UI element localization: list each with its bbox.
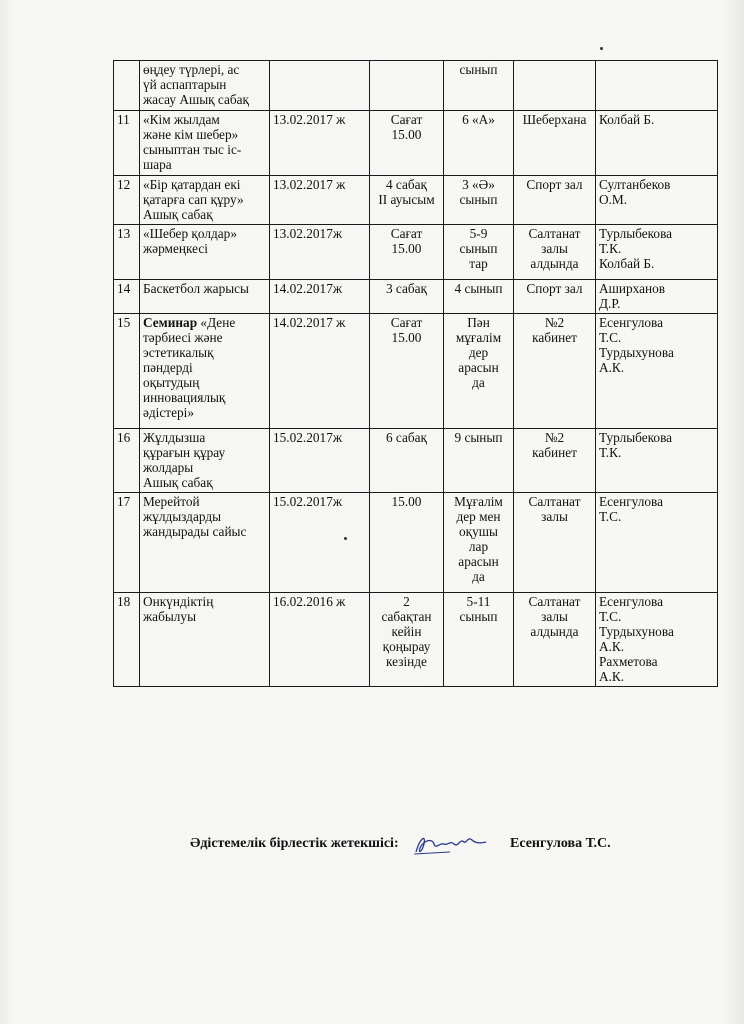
- cell-time: [370, 176, 444, 225]
- cell-time: [370, 111, 444, 176]
- cell-place-text: Салтанат залы: [528, 494, 581, 524]
- cell-place-text: №2 кабинет: [532, 430, 577, 460]
- cell-date-text: 14.02.2017 ж: [273, 315, 346, 330]
- cell-event-text: өңдеу түрлері, ас үй аспаптарын жасау Ашық сабақ: [143, 62, 250, 107]
- cell-date: [270, 61, 370, 111]
- cell-responsible: [596, 593, 718, 687]
- footer-name: Есенгулова Т.С.: [510, 836, 611, 851]
- handwritten-signature: [410, 830, 490, 860]
- cell-time: [370, 314, 444, 429]
- cell-event-text: «Шебер қолдар» жәрмеңкесі: [143, 226, 237, 256]
- table-row: [114, 176, 718, 225]
- cell-number: [114, 429, 140, 493]
- cell-time-text: 3 сабақ: [385, 281, 428, 296]
- cell-responsible: [596, 61, 718, 111]
- cell-class-text: 6 «А»: [462, 112, 495, 127]
- cell-class: [444, 493, 514, 593]
- cell-time-text: Сағат 15.00: [390, 315, 423, 345]
- cell-number: [114, 314, 140, 429]
- cell-number-text: 12: [117, 177, 131, 192]
- cell-number-text: 13: [117, 226, 131, 241]
- cell-date: [270, 493, 370, 593]
- cell-place: [514, 593, 596, 687]
- cell-responsible: [596, 493, 718, 593]
- cell-date-text: 13.02.2017 ж: [273, 112, 346, 127]
- cell-event-text: «Бір қатардан екі қатарға сап құру» Ашық сабақ: [143, 177, 244, 222]
- cell-number-text: 17: [117, 494, 131, 509]
- table-row: [114, 111, 718, 176]
- cell-responsible: [596, 280, 718, 314]
- cell-time-text: 4 сабақ ІІ ауысым: [378, 177, 435, 207]
- cell-responsible: [596, 176, 718, 225]
- event-type-bold: Семинар: [143, 315, 198, 330]
- cell-responsible-text: Турлыбекова Т.К.: [599, 430, 673, 460]
- cell-number: [114, 493, 140, 593]
- cell-class: [444, 280, 514, 314]
- cell-date-text: 14.02.2017ж: [273, 281, 343, 296]
- cell-place: [514, 61, 596, 111]
- cell-date-text: 15.02.2017ж: [273, 494, 343, 509]
- cell-class-text: 5-11 сынып: [459, 594, 498, 624]
- cell-number: [114, 225, 140, 280]
- cell-class-text: 3 «Ә» сынып: [459, 177, 498, 207]
- cell-event: [140, 429, 270, 493]
- cell-class-text: сынып: [459, 62, 498, 77]
- cell-event: [140, 111, 270, 176]
- table-row: [114, 280, 718, 314]
- cell-event: [140, 314, 270, 429]
- cell-event-text: «Дене тәрбиесі және эстетикалық пәндерді оқытудың инновациялық әдістері»: [143, 315, 236, 420]
- cell-date: [270, 225, 370, 280]
- cell-time: [370, 61, 444, 111]
- cell-responsible-text: Аширханов Д.Р.: [599, 281, 666, 311]
- cell-time-text: 6 сабақ: [385, 430, 428, 445]
- cell-place: [514, 280, 596, 314]
- cell-class-text: 5-9 сынып тар: [459, 226, 498, 271]
- cell-number: [114, 280, 140, 314]
- cell-responsible: [596, 429, 718, 493]
- scan-speck: [600, 47, 603, 50]
- cell-date-text: 15.02.2017ж: [273, 430, 343, 445]
- cell-number-text: 11: [117, 112, 130, 127]
- cell-class: [444, 61, 514, 111]
- cell-number-text: 15: [117, 315, 131, 330]
- cell-place-text: №2 кабинет: [532, 315, 577, 345]
- cell-class: [444, 429, 514, 493]
- cell-responsible-text: Колбай Б.: [599, 112, 655, 127]
- cell-responsible: [596, 225, 718, 280]
- cell-number: [114, 111, 140, 176]
- cell-date: [270, 280, 370, 314]
- cell-time-text: 15.00: [391, 494, 422, 509]
- cell-class: [444, 176, 514, 225]
- cell-class: [444, 314, 514, 429]
- cell-class: [444, 593, 514, 687]
- cell-date-text: 13.02.2017 ж: [273, 177, 346, 192]
- cell-number: [114, 593, 140, 687]
- cell-date: [270, 111, 370, 176]
- cell-time: [370, 225, 444, 280]
- cell-event-text: Баскетбол жарысы: [143, 281, 249, 296]
- table-row: [114, 314, 718, 429]
- cell-place: [514, 225, 596, 280]
- cell-place-text: Салтанат залы алдында: [528, 594, 581, 639]
- cell-place-text: Салтанат залы алдында: [528, 226, 581, 271]
- cell-date: [270, 176, 370, 225]
- table-row: [114, 61, 718, 111]
- cell-place: [514, 111, 596, 176]
- cell-class: [444, 111, 514, 176]
- cell-event-text: Онкүндіктің жабылуы: [143, 594, 214, 624]
- table-row: [114, 225, 718, 280]
- table-row: [114, 429, 718, 493]
- cell-responsible-text: Есенгулова Т.С. Турдыхунова А.К.: [599, 315, 674, 375]
- cell-place-text: Спорт зал: [526, 281, 583, 296]
- cell-event: [140, 225, 270, 280]
- cell-time: [370, 593, 444, 687]
- cell-place: [514, 493, 596, 593]
- cell-event: [140, 280, 270, 314]
- cell-place-text: Шеберхана: [522, 112, 587, 127]
- cell-date: [270, 593, 370, 687]
- cell-event: [140, 176, 270, 225]
- cell-class: [444, 225, 514, 280]
- cell-time-text: Сағат 15.00: [390, 226, 423, 256]
- cell-responsible-text: Есенгулова Т.С.: [599, 494, 664, 524]
- footer-label: Әдістемелік бірлестік жетекшісі:: [190, 836, 399, 851]
- cell-event-text: Жұлдызша құрағын құрау жолдары Ашық сабақ: [143, 430, 226, 490]
- cell-class-text: 4 сынып: [454, 281, 503, 296]
- cell-class-text: Пән мұғалім дер арасын да: [455, 315, 502, 390]
- cell-event: [140, 593, 270, 687]
- event-schedule-table: [113, 60, 718, 687]
- table-row: [114, 493, 718, 593]
- cell-time-text: Сағат 15.00: [390, 112, 423, 142]
- cell-number: [114, 61, 140, 111]
- cell-place: [514, 314, 596, 429]
- cell-number: [114, 176, 140, 225]
- cell-event: [140, 493, 270, 593]
- cell-number-text: 16: [117, 430, 131, 445]
- cell-date-text: 13.02.2017ж: [273, 226, 343, 241]
- cell-number-text: 14: [117, 281, 131, 296]
- cell-event: [140, 61, 270, 111]
- cell-place: [514, 429, 596, 493]
- table-row: [114, 593, 718, 687]
- cell-time: [370, 493, 444, 593]
- cell-class-text: Мұғалім дер мен оқушы лар арасын да: [454, 494, 503, 584]
- cell-responsible-text: Есенгулова Т.С. Турдыхунова А.К. Рахметова А.К.: [599, 594, 674, 684]
- table-body: [114, 61, 718, 687]
- cell-place-text: Спорт зал: [526, 177, 583, 192]
- cell-responsible: [596, 314, 718, 429]
- cell-date: [270, 429, 370, 493]
- scan-speck: [344, 537, 347, 540]
- cell-date: [270, 314, 370, 429]
- cell-event-text: «Кім жылдам және кім шебер» сыныптан тыс іс- шара: [143, 112, 242, 172]
- cell-responsible: [596, 111, 718, 176]
- cell-time: [370, 429, 444, 493]
- cell-number-text: 18: [117, 594, 131, 609]
- cell-time-text: 2 сабақтан кейін қоңырау кезінде: [381, 594, 432, 669]
- cell-time: [370, 280, 444, 314]
- cell-event-text: Мерейтой жұлдыздарды жандырады сайыс: [143, 494, 247, 539]
- cell-responsible-text: Турлыбекова Т.К. Колбай Б.: [599, 226, 673, 271]
- signature-block: [190, 830, 630, 862]
- cell-class-text: 9 сынып: [454, 430, 503, 445]
- cell-responsible-text: Султанбеков О.М.: [599, 177, 671, 207]
- cell-place: [514, 176, 596, 225]
- cell-date-text: 16.02.2016 ж: [273, 594, 346, 609]
